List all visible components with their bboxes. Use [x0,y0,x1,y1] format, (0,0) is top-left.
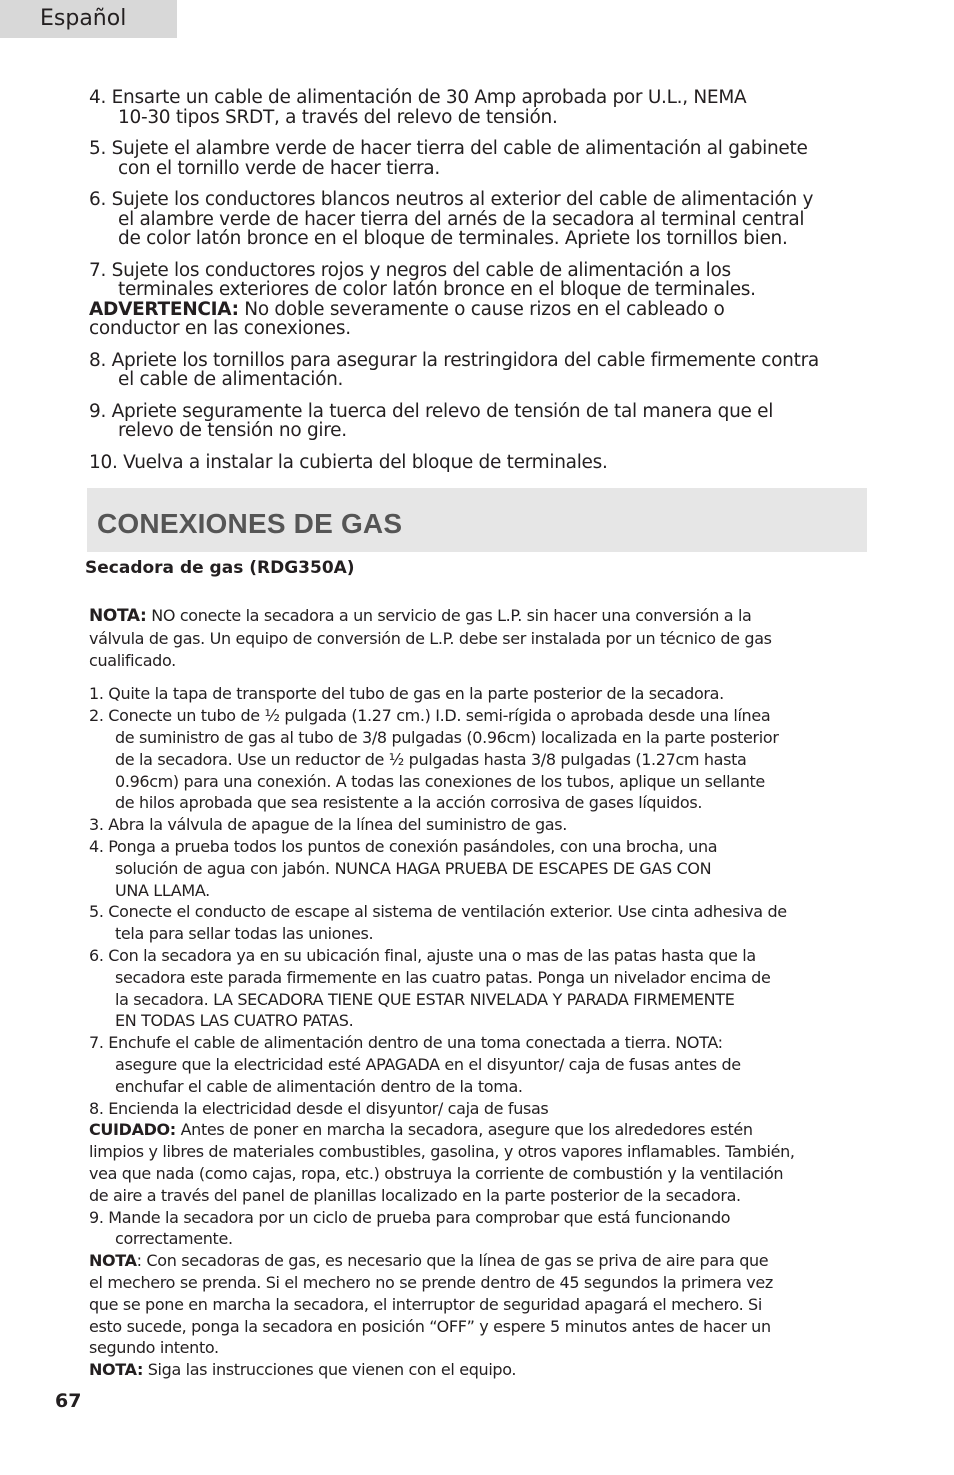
nota-label: NOTA: [89,1360,143,1380]
wiring-steps [89,88,869,484]
nota-label: NOTA [89,1251,137,1271]
nota-2: NOTA: Con secadoras de gas, es necesario que la línea de gas se priva de aire para que el mechero se prenda. Si el mechero no se prende dentro de 45 segundos la primera vez que se pone en marcha la secadora, el interruptor de seguridad apagará el mechero. Si esto sucede, ponga la secadora en posición “OFF” y espere 5 minutos antes de hacer un segundo intento. [89,1251,773,1358]
gas-step-7: 7. Enchufe el cable de alimentación dentro de una toma conectada a tierra. NOTA: asegure que la electricidad esté APAGADA en el disyuntor/ caja de fusas antes de enchufar el cable de alimentación dentro de la toma. [89,1033,741,1096]
step-4: 4. Ensarte un cable de alimentación de 30 Amp aprobada por U.L., NEMA 10-30 tipos SRDT, a través del relevo de tensión. [89,87,747,128]
gas-step-3: 3. Abra la válvula de apague de la línea del suministro de gas. [89,815,567,835]
page-number: 67 [55,1390,82,1412]
gas-step-9: 9. Mande la secadora por un ciclo de prueba para comprobar que está funcionando correctamente. [89,1207,731,1249]
step-6: 6. Sujete los conductores blancos neutros al exterior del cable de alimentación y el alambre verde de hacer tierra del arnés de la secadora al terminal central de color latón bronce en el bloque de terminales. Apriete los tornillos bien. [89,189,814,249]
step-5: 5. Sujete el alambre verde de hacer tierra del cable de alimentación al gabinete con el tornillo verde de hacer tierra. [89,138,808,179]
cuidado-label: CUIDADO: [89,1120,176,1140]
step-7: 7. Sujete los conductores rojos y negros del cable de alimentación a los terminales exteriores de color latón bronce en el bloque de terminales. [89,259,756,300]
gas-instructions [89,605,867,1381]
section-title: CONEXIONES DE GAS [97,508,403,539]
step-9: 9. Apriete seguramente la tuerca del relevo de tensión de tal manera que el relevo de tensión no gire. [89,400,774,441]
warning-label: ADVERTENCIA: [89,298,239,320]
language-tab: Español [0,0,177,38]
subheading: Secadora de gas (RDG350A) [85,558,355,578]
section-header [87,488,867,552]
gas-step-1: 1. Quite la tapa de transporte del tubo de gas en la parte posterior de la secadora. [89,684,724,704]
nota-3: NOTA: Siga las instrucciones que vienen con el equipo. [89,1360,517,1380]
warning-note: ADVERTENCIA: No doble severamente o cause rizos en el cableado o conductor en las conexiones. [89,298,725,339]
gas-step-4: 4. Ponga a prueba todos los puntos de conexión pasándoles, con una brocha, una solución de agua con jabón. NUNCA HAGA PRUEBA DE ESCAPES DE GAS CON UNA LLAMA. [89,836,718,900]
nota-1: NOTA: NO conecte la secadora a un servicio de gas L.P. sin hacer una conversión a la válvula de gas. Un equipo de conversión de L.P. debe ser instalada por un técnico de gas cualificado. [89,606,772,670]
step-8: 8. Apriete los tornillos para asegurar la restringidora del cable firmemente contra el cable de alimentación. [89,349,819,390]
nota-label: NOTA: [89,606,147,626]
step-10: 10. Vuelva a instalar la cubierta del bloque de terminales. [89,451,608,473]
gas-step-5: 5. Conecte el conducto de escape al sistema de ventilación exterior. Use cinta adhesiva de tela para sellar todas las uniones. [89,902,787,944]
gas-step-6: 6. Con la secadora ya en su ubicación final, ajuste una o mas de las patas hasta que la secadora este parada firmemente en las cuatro patas. Ponga un nivelador encima de la secadora. LA SECADORA TIENE QUE ESTAR NIVELADA Y PARADA FIRMEMENTE EN TODAS LAS CUATRO PATAS. [89,945,771,1031]
cuidado-note: CUIDADO: Antes de poner en marcha la secadora, asegure que los alrededores estén limpios y libres de materiales combustibles, gasolina, y otros vapores inflamables. También, vea que nada (como cajas, ropa, etc.) obstruya la corriente de combustión y la ventilación de aire a través del panel de planillas localizado en la parte posterior de la secadora. [89,1120,795,1205]
gas-step-8: 8. Encienda la electricidad desde el disyuntor/ caja de fusas [89,1098,549,1118]
gas-step-2: 2. Conecte un tubo de ½ pulgada (1.27 cm.) I.D. semi-rígida o aprobada desde una línea de suministro de gas al tubo de 3/8 pulgadas (0.96cm) localizada en la parte posterior de la secadora. Use un reductor de ½ pulgadas hasta 3/8 pulgadas (1.27cm hasta 0.96cm) para una conexión. A todas las conexiones de los tubos, aplique un sellante de hilos aprobada que sea resistente a la acción corrosiva de gases líquidos. [89,706,779,813]
